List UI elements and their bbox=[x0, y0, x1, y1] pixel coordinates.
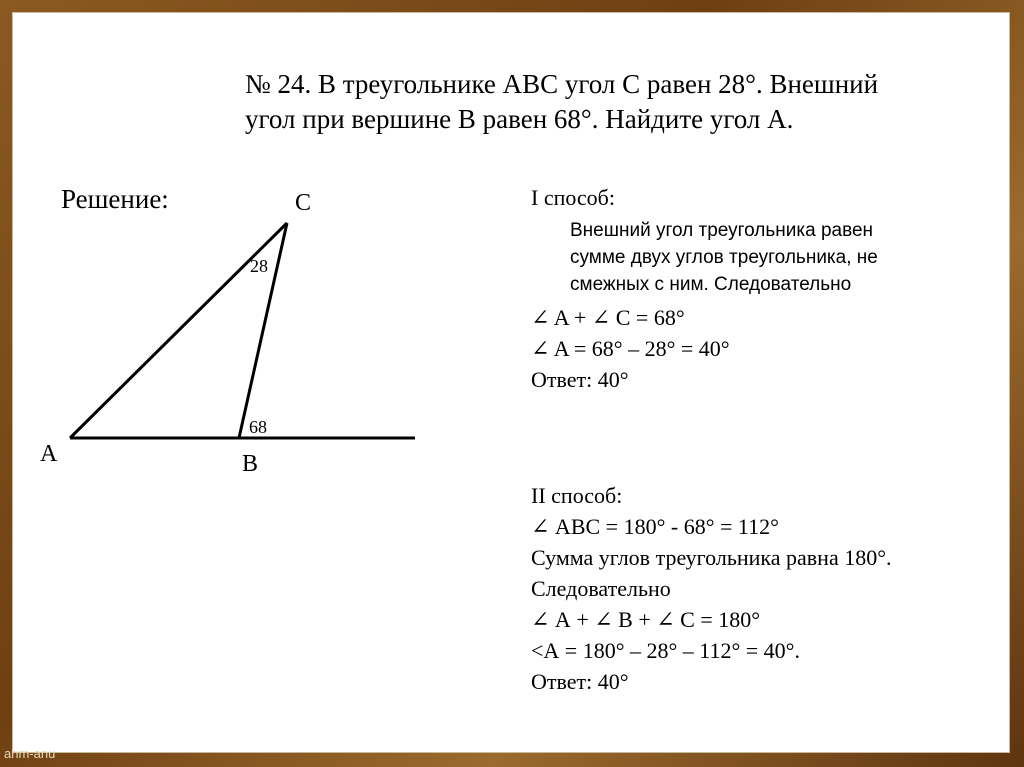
method-2-text-2: Следовательно bbox=[531, 576, 671, 601]
method-2-heading: II способ: bbox=[531, 483, 623, 508]
slide bbox=[12, 12, 1010, 753]
watermark-text: ahm-anu bbox=[4, 746, 56, 761]
method-1-answer: Ответ: 40° bbox=[531, 367, 629, 392]
vertex-label-a: А bbox=[40, 441, 58, 467]
method-2-equation-2: ∠ А + ∠ В + ∠ С = 180° bbox=[531, 607, 761, 632]
method-2-equation-1: ∠ АВС = 180° - 68° = 112° bbox=[531, 514, 779, 539]
method-1-heading: I способ: bbox=[531, 185, 615, 210]
method-2-equation-3: <А = 180° – 28° – 112° = 40°. bbox=[531, 638, 800, 663]
method-1-paragraph bbox=[570, 217, 950, 298]
method-1-paragraph-line2: сумме двух углов треугольника, не bbox=[570, 247, 878, 268]
method-1-equation-2: ∠ A = 68° – 28° = 40° bbox=[531, 336, 730, 361]
method-1-equation-1: ∠ A + ∠ C = 68° bbox=[531, 305, 685, 330]
method-2-answer: Ответ: 40° bbox=[531, 669, 629, 694]
method-1-block bbox=[531, 182, 1001, 395]
angle-b-exterior-label: 68 bbox=[249, 417, 267, 437]
method-2-text-1: Сумма углов треугольника равна 180°. bbox=[531, 545, 892, 570]
vertex-label-b: В bbox=[242, 451, 259, 477]
vertex-label-c: С bbox=[295, 190, 312, 216]
solution-label: Решение: bbox=[61, 184, 169, 214]
method-1-paragraph-line1: Внешний угол треугольника равен bbox=[570, 220, 874, 241]
method-1-paragraph-line3: смежных с ним. Следовательно bbox=[570, 274, 852, 295]
problem-title-line1: № 24. В треугольнике АВС угол С равен 28°. Внешний bbox=[245, 69, 879, 99]
method-2-block bbox=[531, 480, 1001, 697]
problem-title-line2: угол при вершине В равен 68°. Найдите угол А. bbox=[245, 104, 794, 134]
angle-c-label: 28 bbox=[250, 256, 268, 276]
